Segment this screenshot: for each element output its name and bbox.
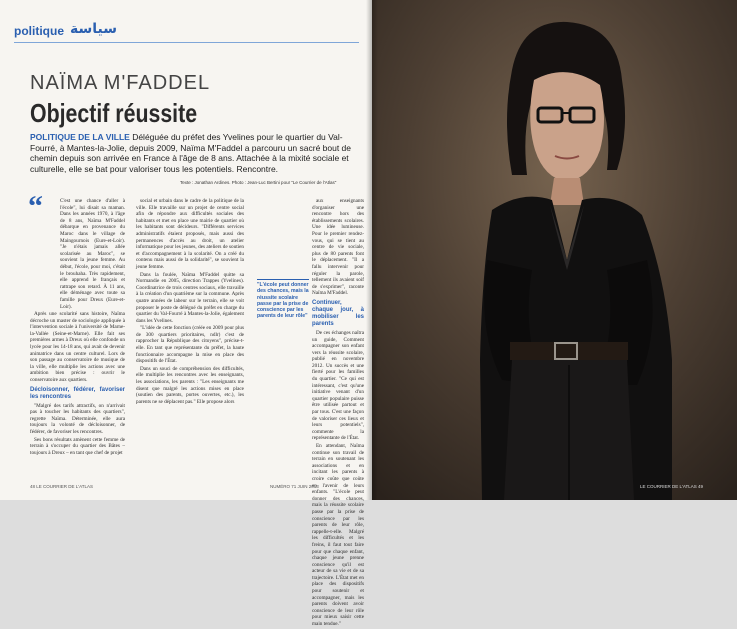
paragraph: De ces échanges naîtra un guide, Comment accompagner son enfant vers la réussite scolaire, publié en novembre 2012. Un succès et une fierté pour les familles du quartier. "Ce qui est intéressant, c'est qu'une initiative venant d'un quartier populaire puisse être utilisée partout et par tous. C'est une façon de valoriser ces lieux et leurs potentiels", commente la représentante de l'État.: [312, 329, 364, 442]
folio-center: NUMÉRO 71 JUIN 2013: [270, 484, 319, 489]
article-column-2: [136, 198, 244, 406]
standfirst-text: Déléguée du préfet des Yvelines pour le quartier du Val-Fourré, à Mantes-la-Jolie, depuis 2009, Naïma M'Faddel a parcouru un sacré bout de chemin depuis son arrivée en France à l'âge de 8 ans. Attachée à la mixité sociale et culturelle, elle se bat pour valoriser tous les potentiels. Rencontre.: [30, 132, 352, 174]
portrait-photo: [372, 0, 737, 500]
standfirst-label: POLITIQUE DE LA VILLE: [30, 132, 130, 142]
rubric-divider: [14, 42, 359, 43]
opening-quote-mark-icon: “: [28, 190, 43, 223]
subheading: Continuer, chaque jour, à mobiliser les parents: [312, 299, 364, 327]
article-standfirst: [30, 132, 355, 174]
spread-gutter: [366, 0, 378, 500]
paragraph: C'est une chance d'aller à l'école", lui disait sa maman. Dans les années 1970, à l'âge de 8 ans, Naïma M'Faddel débarque en provenance du Maroc dans le village de Maingournois (Eure-et-Loir). "Je n'étais jamais allée scolarisée au Maroc", se souvient la jeune femme. Au début, l'école, pour moi, c'était le brouhaha. Très rapidement, elle apprend le français et rattrape son retard. À 11 ans, elle déménage avec toute sa famille pour Dreux (Eure-et-Loir).: [60, 198, 125, 310]
paragraph: "Malgré des tarifs attractifs, on n'arrivait pas à toucher les habitants des quartiers", regrette Naïma. Déterminée, elle aura toujours la volonté de décloisonner, de fédérer, de favoriser les rencontres.: [30, 402, 125, 435]
subheading: Décloisonner, fédérer, favoriser les rencontres: [30, 386, 125, 400]
paragraph: social et urbain dans le cadre de la politique de la ville. Elle travaille sur un projet de centre social afin de répondre aux difficultés sociales des habitants et met en place une mairie de quartier où les habitants sont décideurs. "Différents services administratifs étaient proposés, mais aussi des permanences d'accès au droit, un atelier informatique pour les jeunes, des ateliers de soutien et d'accompagnement à la scolarité. On a créé du contenu mais aussi de la solidarité", se souvient la jeune femme.: [136, 198, 244, 270]
pullquote-rule: [257, 279, 309, 280]
article-person-name: NAÏMA M'FADDEL: [30, 72, 211, 94]
paragraph: aux enseignants d'organiser une rencontre hors des établissements scolaires. Une idée lumineuse. Pour le premier rendez-vous, qui se tient au centre de vie sociale, plus de 80 parents font le déplacement. "Il a fallu intervenir pour réguler la parole, tellement ils avaient soif de s'exprimer", raconte Naïma M'Faddel.: [312, 198, 364, 297]
paragraph: "L'idée de cette fonction (créée en 2009 pour plus de 300 quartiers prioritaires, ndlr) c'est de rapprocher la République des citoyens", précise-t-elle. En tant que représentante du préfet, la haute fonctionnaire accompagne la mise en place des dispositifs de l'État.: [136, 325, 244, 365]
paragraph: Dans un souci de compréhension des difficultés, elle multiplie les rencontres avec les enseignants, les associations, les parents : "Les enseignants me disent que malgré les actions mises en place (soutien des parents, portes ouvertes, etc.), les parents ne se déplacent pas." Elle propose alors: [136, 365, 244, 405]
section-rubric: politique: [14, 24, 64, 38]
folio-right: LE COURRIER DE L'ATLAS 49: [640, 484, 704, 489]
paragraph: Ses bons résultats amènent cette femme de terrain à s'occuper du quartier des Bâtes – toujours à Dreux – en tant que chef de projet: [30, 436, 125, 456]
article-credits: Texte : Jonathan Ardines. Photo : Jean-Luc Bertini pour "Le Courrier de l'Atlas": [180, 180, 337, 185]
article-column-3: [312, 198, 364, 629]
paragraph: En attendant, Naïma continue son travail de terrain en soutenant les associations et en incitant les parents à croire coûte que coûte en l'avenir de leurs enfants. "L'école peut donner des chances, mais la réussite scolaire passe par la prise de conscience par les parents de leur rôle, rappelle-t-elle. Malgré les difficultés et les freins, il faut tout faire pour que chaque enfant, chaque jeune prenne conscience qu'il est acteur de sa vie et de sa trajectoire. L'État met en place des dispositifs pour soutenir et accompagner, mais les parents doivent avoir conscience de leur rôle pour mieux saisir cette main tendue.": [312, 443, 364, 628]
article-headline: Objectif réussite: [30, 98, 198, 128]
paragraph: Dans la foulée, Naïma M'Faddel quitte sa Normandie en 2005, direction Trappes (Yvelines). Coordinatrice de trois centres sociaux, elle travaille à la création d'un quatrième sur la commune. Après quatre années de labeur sur le terrain, elle se voit proposer le poste de délégué du préfet en charge du quartier du Val-Fourré à Mantes-la-Jolie, également dans les Yvelines.: [136, 271, 244, 324]
pull-quote: "L'école peut donner des chances, mais la réussite scolaire passe par la prise de conscience par les parents de leur rôle": [257, 282, 309, 320]
article-column-1: [30, 198, 125, 457]
paragraph: Après une scolarité sans histoire, Naïma décroche un master de sociologie appliquée à l'intervention sociale à l'université de Marne-la-Vallée (Seine-et-Marne). Elle fait ses premières armes à Dreux où elle confonde un lycée pour les 14-18 ans, qui avait de devenir animatrice dans un centre culturel. Lors de son passage au conservatoire de musique de la ville, elle multiplie les actions avec une ambition bien précise : ouvrir le conservatoire aux quartiers.: [30, 311, 125, 384]
folio-left: 48 LE COURRIER DE L'ATLAS: [30, 484, 94, 489]
section-rubric-arabic: سياسة: [70, 21, 117, 37]
